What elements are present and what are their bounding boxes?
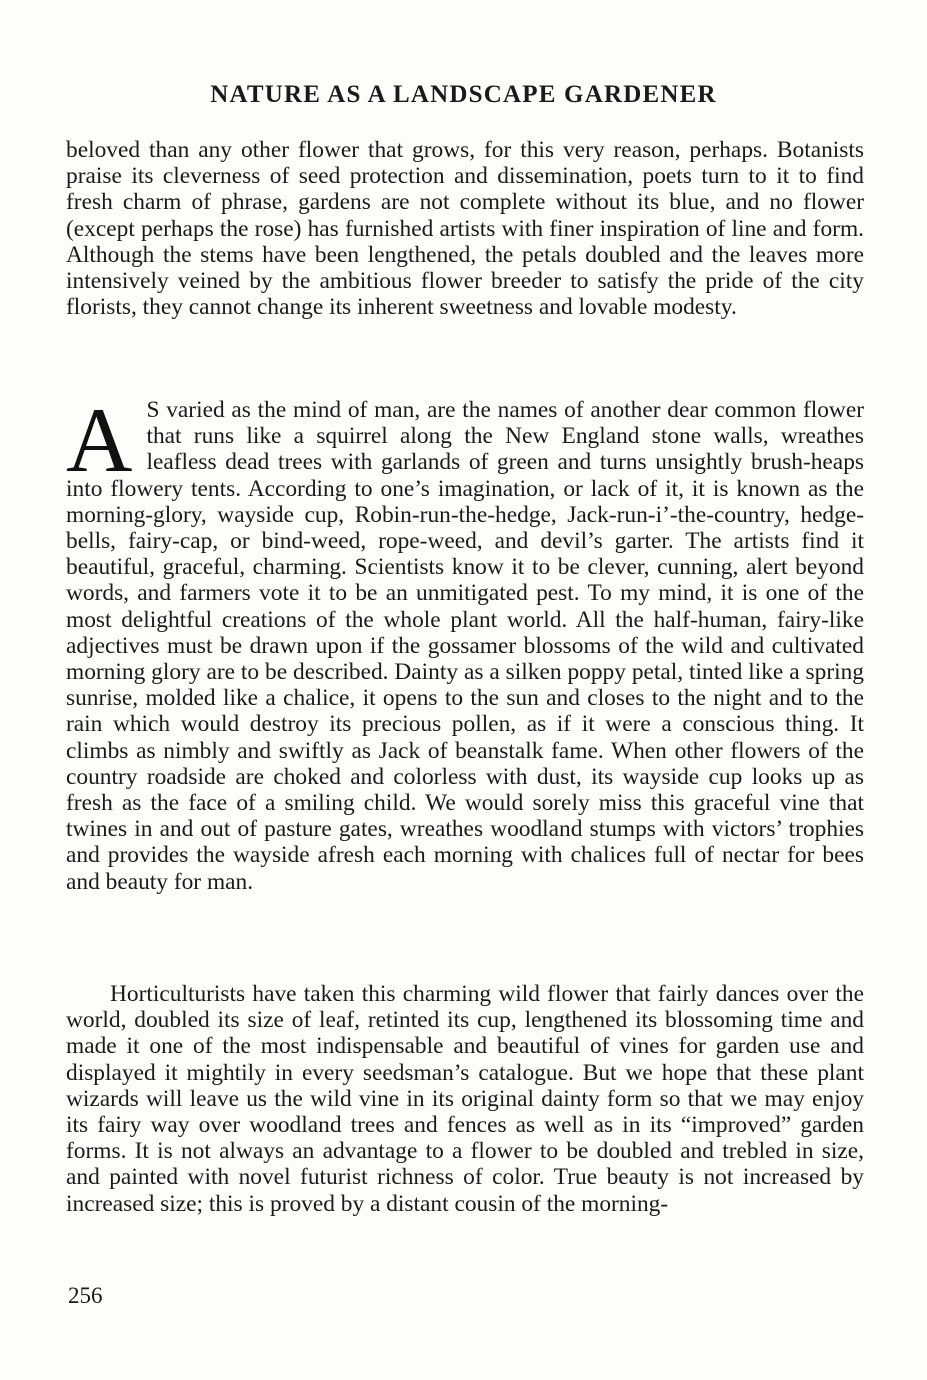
paragraph-continuation: beloved than any other flower that grows, for this very reason, perhaps. Botanists praise its cleverness of seed protection and dissemination, poets turn to it to find fresh charm of phrase, gardens are not complete without its blue, and no flower (except perhaps the rose) has furnished artists with finer inspiration of line and form. Although the stems have been lengthened, the petals doubled and the leaves more intensively veined by the ambitious flower breeder to satisfy the pride of the city florists, they cannot change its inherent sweetness and lovable modesty. <box>66 137 864 321</box>
running-title: NATURE AS A LANDSCAPE GARDENER <box>210 81 717 108</box>
paragraph-morning-glory-text: S varied as the mind of man, are the names of another dear common flower that runs like a squirrel along the New England stone walls, wreathes leafless dead trees with garlands of green and turns unsightly brush-heaps into flowery tents. According to one’s imagination, or lack of it, it is known as the morning-glory, wayside cup, Robin-run-the-hedge, Jack-run-i’-the-country, hedge-bells, fairy-cap, or bind-weed, rope-weed, and devil’s garter. The artists find it beautiful, graceful, charming. Scientists know it to be clever, cunning, alert beyond words, and farmers vote it to be an unmitigated pest. To my mind, it is one of the most delightful creations of the whole plant world. All the half-human, fairy-like adjectives must be drawn upon if the gossamer blossoms of the wild and cultivated morning glory are to be described. Dainty as a silken poppy petal, tinted like a spring sunrise, molded like a chalice, it opens to the sun and closes to the night and to the rain which would destroy its precious pollen, as if it were a conscious thing. It climbs as nimbly and swiftly as Jack of beanstalk fame. When other flowers of the country roadside are choked and colorless with dust, its wayside cup looks up as fresh as the face of a smiling child. We would sorely miss this graceful vine that twines in and out of pasture gates, wreathes woodland stumps with victors’ trophies and provides the wayside afresh each morning with chalices full of nectar for bees and beauty for man. <box>66 397 864 895</box>
paragraph-morning-glory <box>66 389 864 895</box>
page-number: 256 <box>68 1283 103 1308</box>
paragraph-horticulturists: Horticulturists have taken this charming wild flower that fairly dances over the world, doubled its size of leaf, retinted its cup, lengthened its blossoming time and made it one of the most indispensable and beautiful of vines for garden use and displayed it mightily in every seedsman’s catalogue. But we hope that these plant wizards will leave us the wild vine in its original dainty form so that we may enjoy its fairy way over woodland trees and fences as well as in its “improved” garden forms. It is not always an advantage to a flower to be doubled and trebled in size, and painted with novel futurist richness of color. True beauty is not increased by increased size; this is proved by a distant cousin of the morning- <box>66 981 864 1217</box>
drop-cap-letter: A <box>66 389 133 491</box>
